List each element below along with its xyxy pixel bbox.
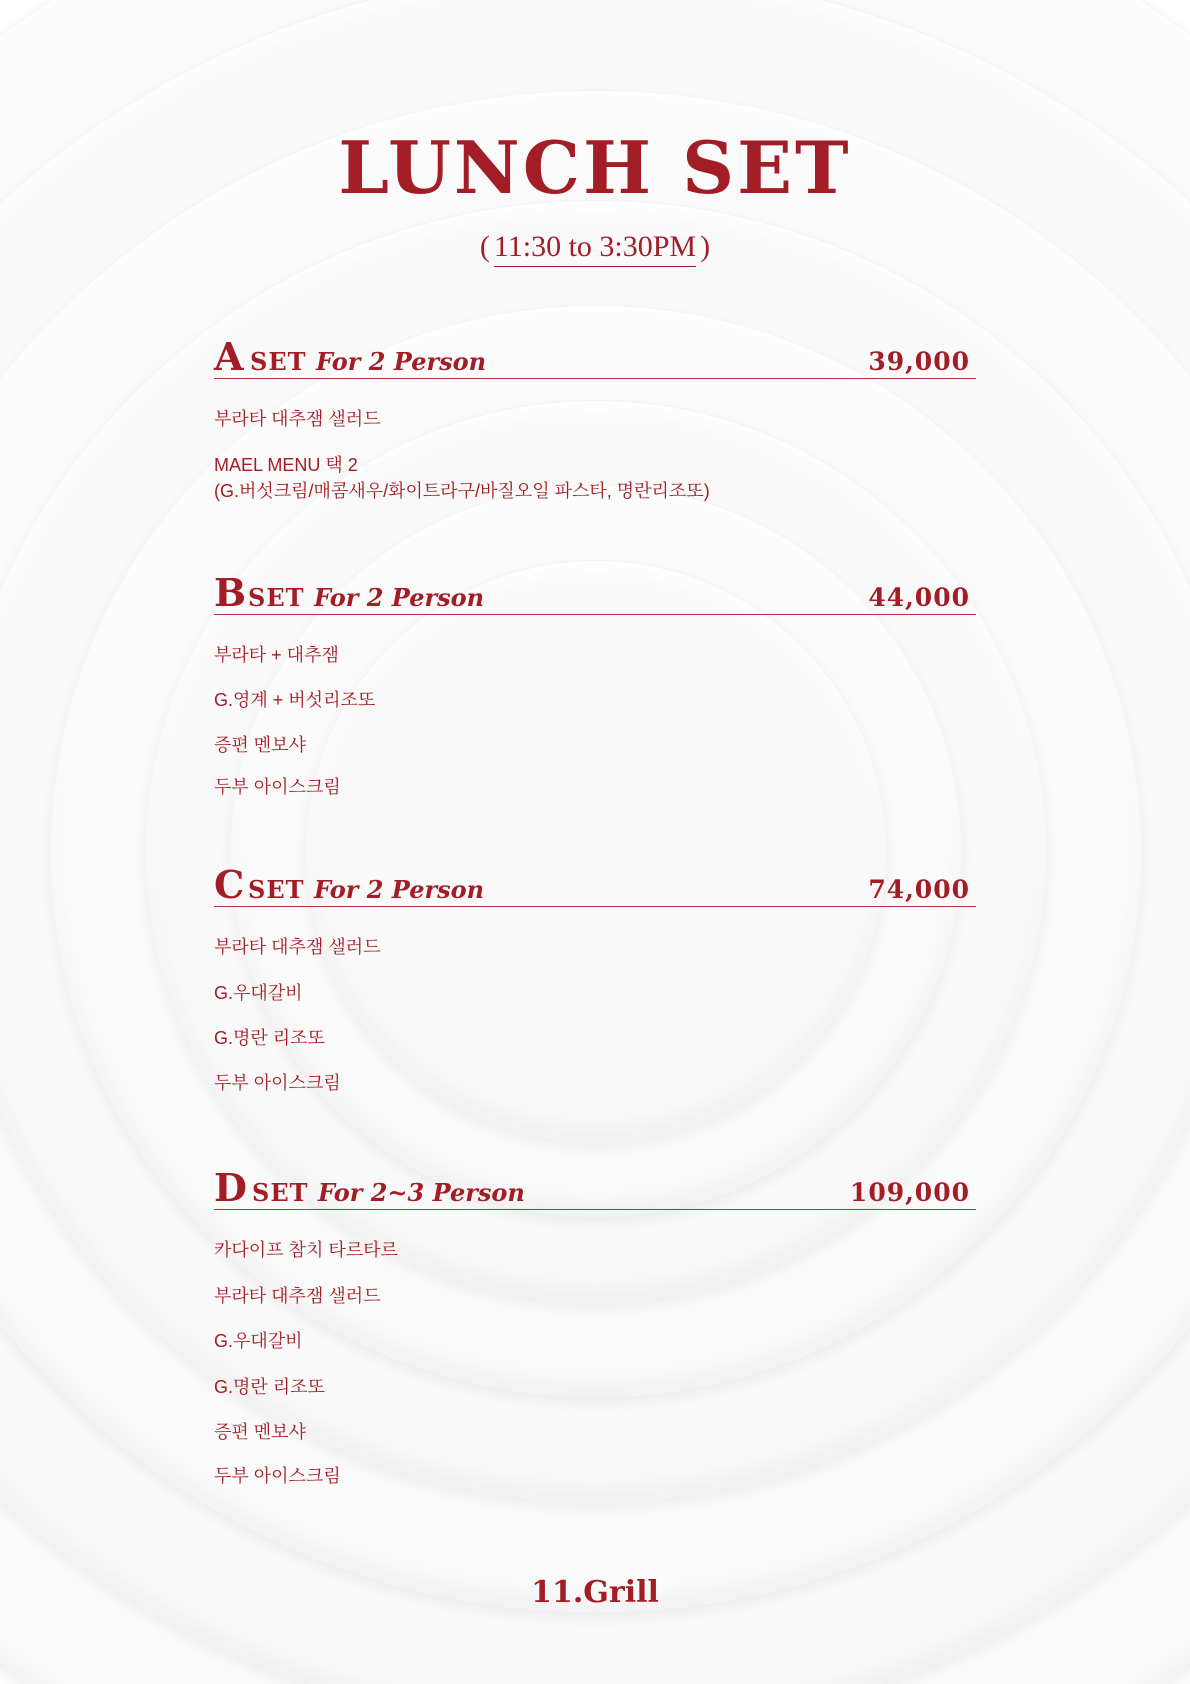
set-price: 39,000: [868, 347, 970, 376]
menu-item: MAEL MENU 택 2: [214, 455, 358, 475]
set-for-persons: For 2 Person: [316, 347, 487, 376]
menu-item: G.우대갈비: [214, 1331, 303, 1351]
menu-item: 부라타 대추잼 샐러드: [214, 409, 381, 429]
page-title: LUNCH SET: [338, 125, 852, 210]
menu-item: G.영계 + 버섯리조또: [214, 690, 376, 710]
lunch-hours: [0, 232, 1190, 267]
menu-item: 두부 아이스크림: [214, 1466, 341, 1486]
hours-open-paren: (: [479, 230, 490, 263]
set-a: [214, 334, 976, 501]
set-d-header: [214, 1167, 976, 1210]
set-word: SET: [248, 583, 305, 612]
set-for-persons: For 2~3 Person: [318, 1178, 525, 1207]
set-c: [214, 862, 976, 1093]
menu-item: 카다이프 참치 타르타르: [214, 1240, 398, 1260]
set-b-header: [214, 572, 976, 615]
menu-item: 부라타 대추잼 샐러드: [214, 1286, 381, 1306]
set-price: 109,000: [849, 1178, 970, 1207]
menu-item: G.명란 리조또: [214, 1377, 325, 1397]
set-word: SET: [248, 875, 305, 904]
set-b: [214, 570, 976, 797]
menu-item: 두부 아이스크림: [214, 777, 341, 797]
set-letter: A: [214, 334, 244, 379]
set-d: [214, 1165, 976, 1486]
menu-item: 부라타 + 대추잼: [214, 645, 339, 665]
set-price: 74,000: [868, 875, 970, 904]
hours-time: 11:30 to 3:30PM: [494, 232, 696, 267]
hours-close-paren: ): [700, 230, 711, 263]
set-word: SET: [252, 1178, 309, 1207]
menu-item: 두부 아이스크림: [214, 1073, 341, 1093]
set-letter: C: [214, 862, 245, 907]
set-a-header: [214, 336, 976, 379]
menu-item: 증편 멘보샤: [214, 1422, 306, 1442]
set-letter: D: [214, 1165, 247, 1210]
set-for-persons: For 2 Person: [314, 583, 485, 612]
menu-item: 증편 멘보샤: [214, 735, 306, 755]
set-letter: B: [214, 570, 247, 615]
set-c-header: [214, 864, 976, 907]
menu-item: (G.버섯크림/매콤새우/화이트라구/바질오일 파스타, 명란리조또): [214, 481, 710, 501]
menu-item: G.명란 리조또: [214, 1028, 325, 1048]
set-price: 44,000: [868, 583, 970, 612]
set-word: SET: [250, 347, 307, 376]
menu-item: G.우대갈비: [214, 983, 303, 1003]
menu-item: 부라타 대추잼 샐러드: [214, 937, 381, 957]
set-for-persons: For 2 Person: [314, 875, 485, 904]
restaurant-logo-text: 11.Grill: [531, 1575, 659, 1610]
